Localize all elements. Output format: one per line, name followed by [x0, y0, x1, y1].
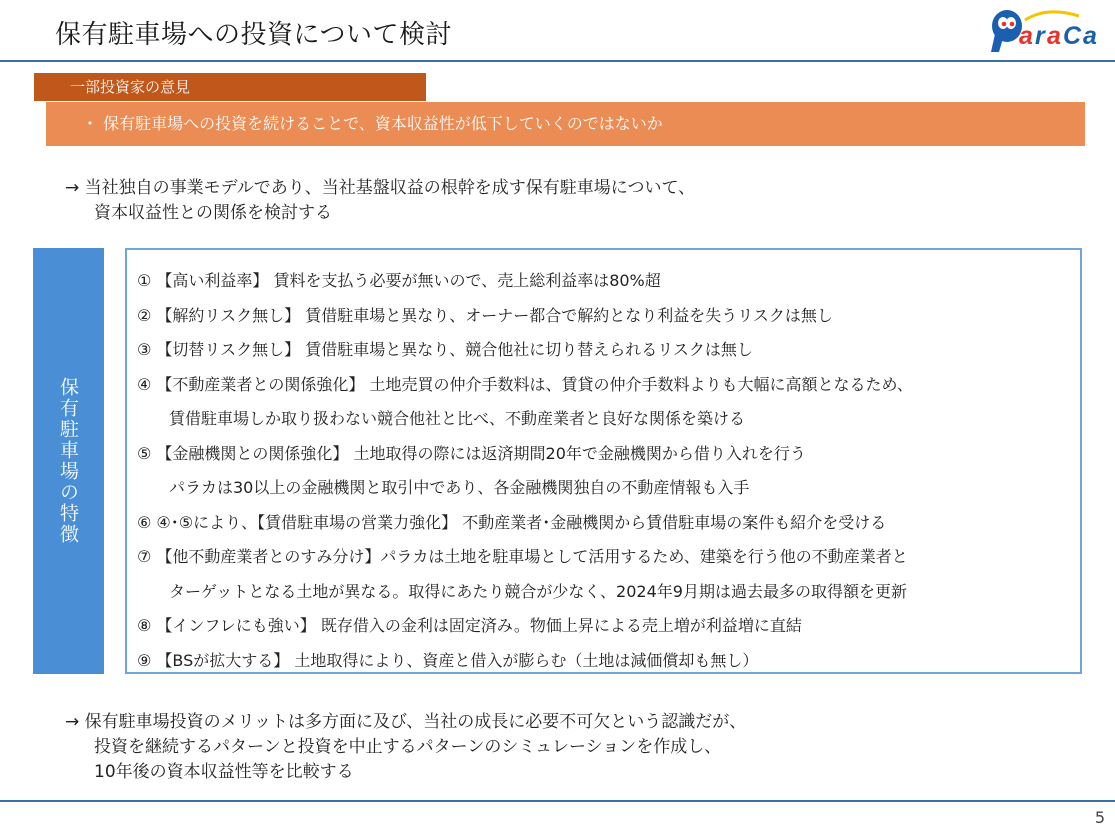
feature-item-7: ⑦ 【他不動産業者とのすみ分け】パラカは土地を駐車場として活用するため、建築を行う他の不動産業者と — [137, 547, 908, 566]
svg-text:a: a — [1019, 22, 1033, 50]
svg-text:r: r — [1035, 22, 1045, 50]
intro-line-1: → 当社独自の事業モデルであり、当社基盤収益の根幹を成す保有駐車場について、 — [65, 178, 696, 198]
feature-item-4-continued: 賃借駐車場しか取り扱わない競合他社と比べ、不動産業者と良好な関係を築ける — [169, 409, 746, 428]
features-list — [137, 264, 913, 678]
conclusion-line-3: 10年後の資本収益性等を比較する — [94, 762, 354, 782]
feature-item-5-continued: パラカは30以上の金融機関と取引中であり、各金融機関独自の不動産情報も入手 — [169, 478, 750, 497]
feature-item-9: ⑨ 【BSが拡大する】 土地取得により、資産と借入が膨らむ（土地は減価償却も無し） — [137, 650, 759, 670]
page-number: 5 — [1094, 808, 1105, 827]
features-side-label-text: 保有駐車場の特徴 — [57, 377, 79, 545]
feature-item-5: ⑤ 【金融機関との関係強化】 土地取得の際には返済期間20年で金融機関から借り入れを行う — [137, 443, 806, 463]
features-side-label — [33, 248, 104, 674]
conclusion-line-2: 投資を継続するパターンと投資を中止するパターンのシミュレーションを作成し、 — [94, 737, 722, 757]
feature-item-4: ④ 【不動産業者との関係強化】 土地売買の仲介手数料は、賃貸の仲介手数料よりも大幅に高額となるため、 — [137, 374, 913, 394]
company-logo — [987, 4, 1111, 54]
feature-item-2: ② 【解約リスク無し】 賃借駐車場と異なり、オーナー都合で解約となり利益を失うリスクは無し — [137, 305, 833, 325]
intro-statement — [65, 176, 695, 226]
footer-divider — [0, 800, 1115, 802]
page-title: 保有駐車場への投資について検討 — [55, 20, 452, 50]
intro-line-2: 資本収益性との関係を検討する — [94, 203, 332, 223]
feature-item-3: ③ 【切替リスク無し】 賃借駐車場と異なり、競合他社に切り替えられるリスクは無し — [137, 340, 753, 359]
svg-text:C: C — [1063, 22, 1082, 50]
svg-text:a: a — [1083, 22, 1097, 50]
investor-opinion-text: ・ 保有駐車場への投資を続けることで、資本収益性が低下していくのではないか — [46, 102, 1085, 146]
feature-item-8: ⑧ 【インフレにも強い】 既存借入の金利は固定済み。物価上昇による売上増が利益増に直結 — [137, 616, 802, 635]
header-divider — [0, 60, 1115, 62]
feature-item-7-continued: ターゲットとなる土地が異なる。取得にあたり競合が少なく、2024年9月期は過去最多の取得額を更新 — [169, 581, 907, 601]
conclusion-statement — [65, 710, 746, 785]
svg-text:a: a — [1047, 22, 1061, 50]
features-box — [125, 248, 1082, 674]
conclusion-line-1: → 保有駐車場投資のメリットは多方面に及び、当社の成長に必要不可欠という認識だが、 — [65, 712, 747, 732]
investor-opinion-label: 一部投資家の意見 — [34, 73, 426, 101]
feature-item-1: ① 【高い利益率】 賃料を支払う必要が無いので、売上総利益率は80%超 — [137, 271, 661, 290]
feature-item-6: ⑥ ④･⑤により、【賃借駐車場の営業力強化】 不動産業者･金融機関から賃借駐車場の案件も紹介を受ける — [137, 512, 887, 532]
